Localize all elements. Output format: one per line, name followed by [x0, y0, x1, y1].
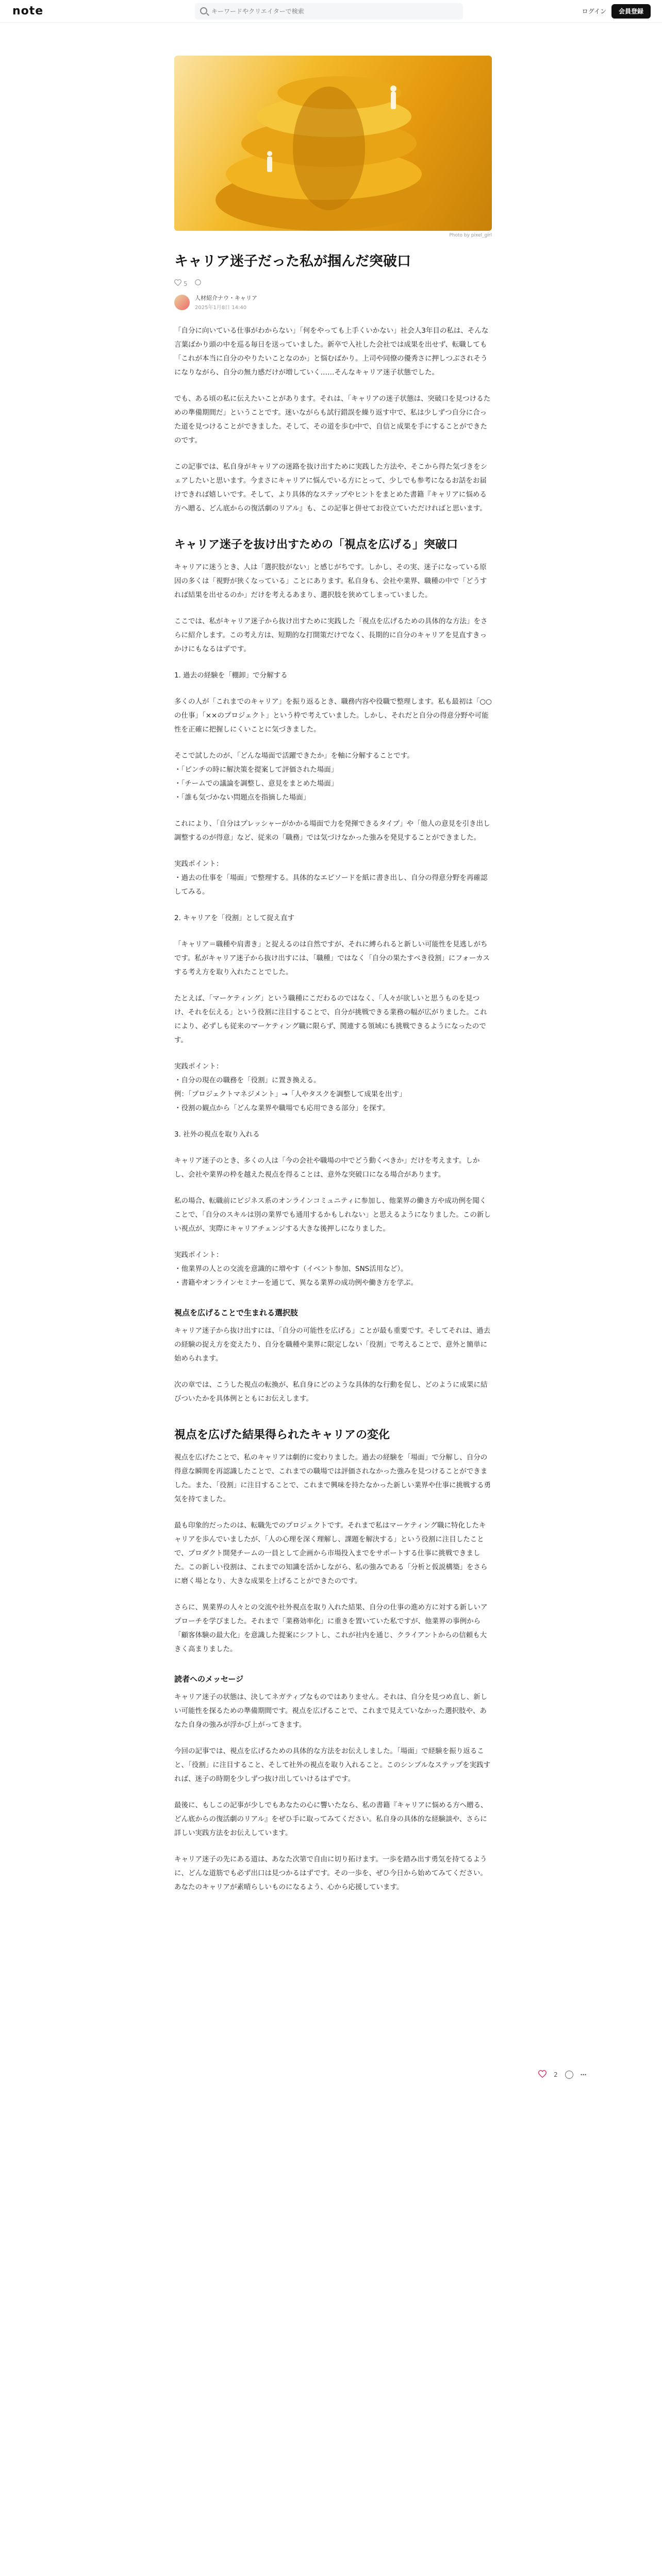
hero-image — [174, 56, 492, 231]
section-heading: 視点を広げた結果得られたキャリアの変化 — [174, 1429, 390, 1442]
comment-icon[interactable] — [194, 279, 202, 287]
paragraph: そこで試したのが、「どんな場面で活躍できたか」を軸に分解することです。 ・「ピンチの時に解決策を提案して評価された場面」 ・「チームでの議論を調整し、意見をまとめた場面」 ・「誰も気づかない問題点を指摘した場面」 — [174, 752, 414, 802]
paragraph: 今回の記事では、視点を広げるための具体的な方法をお伝えしました。「場面」で経験を振り返ること、「役割」に注目すること、そして社外の視点を取り入れること。このシンプルなステップを実践すれば、迷子の時期を少しずつ抜け出していけるはずです。 — [174, 1747, 491, 1784]
heart-icon — [174, 279, 181, 286]
meta-row — [174, 279, 492, 287]
heart-icon — [538, 2070, 547, 2078]
paragraph: キャリア迷子から抜け出すには、「自分の可能性を広げる」ことが最も重要です。そしてそれは、過去の経験の捉え方を変えたり、自分を職種や業界に限定しない「役割」で考えることで、意外と簡単に始められます。 — [174, 1327, 491, 1363]
paragraph: 実践ポイント： ・他業界の人との交流を意識的に増やす（イベント参加、SNS活用など）。 ・書籍やオンラインセミナーを通じて、異なる業界の成功例や働き方を学ぶ。 — [174, 1251, 418, 1287]
paragraph: 最後に、もしこの記事が少しでもあなたの心に響いたなら、私の書籍『キャリアに悩める方へ贈る、どん底からの復活劇のリアル』をぜひ手に取ってみてください。私自身の具体的な経験談や、さらに詳しい実践方法をお伝えしています。 — [174, 1801, 488, 1838]
author-name[interactable]: 人材紹介ナウ・キャリア — [195, 295, 257, 302]
paragraph: 1. 過去の経験を「棚卸」で分解する — [174, 671, 288, 680]
paragraph: キャリア迷子の状態は、決してネガティブなものではありません。それは、自分を見つめ直し、新しい可能性を探るための準備期間です。視点を広げることで、これまで見えていなかった選択肢や、あなた自身の強みが浮かび上がってきます。 — [174, 1693, 488, 1730]
like-button[interactable] — [174, 279, 187, 287]
paragraph: 実践ポイント： ・過去の仕事を「場面」で整理する。具体的なエピソードを紙に書き出し、自分の得意分野を再確認してみる。 — [174, 860, 488, 896]
paragraph: キャリアに迷うとき、人は「選択肢がない」と感じがちです。しかし、その実、迷子になっている原因の多くは「視野が狭くなっている」ことにあります。私自身も、会社や業界、職種の中で「どうすれば結果を出せるのか」だけを考えるあまり、選択肢を狭めてしまっていました。 — [174, 563, 487, 600]
photo-credit: Photo by pixel_girl — [449, 233, 492, 238]
share-icon[interactable] — [565, 2071, 573, 2079]
side-reactions — [538, 2070, 587, 2079]
avatar[interactable] — [174, 295, 190, 310]
paragraph: 私の場合、転職前にビジネス系のオンラインコミュニティに参加し、他業界の働き方や成功例を聞くことで、「自分のスキルは別の業界でも通用するかもしれない」と思えるようになりました。この新しい視点が、実際にキャリアチェンジする大きな後押しになりました。 — [174, 1197, 491, 1233]
paragraph: 3. 社外の視点を取り入れる — [174, 1130, 260, 1139]
top-header — [0, 0, 662, 23]
section-heading: キャリア迷子を抜け出すための「視点を広げる」突破口 — [174, 538, 458, 552]
paragraph: 多くの人が「これまでのキャリア」を振り返るとき、職務内容や役職で整理します。私も最初は「○○の仕事」「××のプロジェクト」という枠で考えていました。しかし、それだと自分の得意分野や可能性を正確に把握しにくいことに気づきました。 — [174, 698, 492, 734]
side-like-count: 2 — [554, 2071, 558, 2078]
paragraph: 最も印象的だったのは、転職先でのプロジェクトです。それまで私はマーケティング職に特化したキャリアを歩んでいましたが、「人の心理を深く理解し、課題を解決する」という役割に注目したことで、プロダクト開発チームの一員として企画から市場投入までをサポートする仕事に挑戦できました。この新しい役割は、これまでの知識を活かしながら、私の強みである「分析と仮説構築」をさらに磨く場となり、大きな成果を上げることができたのです。 — [174, 1521, 488, 1586]
more-options-icon[interactable]: ⋯ — [580, 2071, 587, 2078]
login-button[interactable]: ログイン — [582, 8, 606, 15]
paragraph: 次の章では、こうした視点の転換が、私自身にどのような具体的な行動を促し、どのように成果に結びついたかを具体例とともにお伝えします。 — [174, 1381, 488, 1403]
paragraph: たとえば、「マーケティング」という職種にこだわるのではなく、「人々が欲しいと思うものを見つけ、それを伝える」という役割に注目することで、自分が挑戦できる業務の幅が広がりました。これにより、必ずしも従来のマーケティング職に限らず、関連する領域にも挑戦できるようになったのです。 — [174, 994, 487, 1045]
like-count: 5 — [183, 280, 188, 287]
paragraph: キャリア迷子の先にある道は、あなた次第で自由に切り拓けます。一歩を踏み出す勇気を持てるように、どんな道筋でも必ず出口は見つかるはずです。その一歩を、ぜひ今日から始めてみてください。あなたのキャリアが素晴らしいものになるよう、心から応援しています。 — [174, 1855, 487, 1892]
section-heading: 視点を広げることで生まれる選択肢 — [174, 1308, 299, 1318]
paragraph: さらに、異業界の人々との交流や社外視点を取り入れた結果、自分の仕事の進め方に対する新しいアプローチを学びました。それまで「業務効率化」に重きを置いていた私ですが、他業界の事例から「顧客体験の最大化」を意識した提案にシフトし、これが社内を通じ、クライアントからの信頼も大きく高まりました。 — [174, 1603, 488, 1654]
post-date: 2025年1月8日 14:40 — [195, 305, 247, 311]
paragraph: キャリア迷子のとき、多くの人は「今の会社や職場の中でどう動くべきか」だけを考えます。しかし、会社や業界の枠を越えた視点を得ることは、意外な突破口になる場合があります。 — [174, 1157, 480, 1179]
article-column — [174, 56, 492, 1907]
note-logo[interactable]: note — [12, 5, 44, 18]
author-block[interactable] — [174, 294, 492, 311]
signup-button[interactable]: 会員登録 — [611, 4, 651, 19]
article-body — [174, 324, 492, 1894]
paragraph: でも、ある頃の私に伝えたいことがあります。それは、「キャリアの迷子状態は、突破口を見つけるための準備期間だ」ということです。迷いながらも試行錯誤を繰り返す中で、私は少しずつ自分に合った道を見つけることができました。そして、その道を歩む中で、自信と成果を手にすることができたのです。 — [174, 395, 491, 445]
spiral-staircase-illustration — [174, 56, 492, 231]
search-icon — [200, 7, 207, 14]
paragraph: 「キャリア＝職種や肩書き」と捉えるのは自然ですが、それに縛られると新しい可能性を見逃しがちです。私がキャリア迷子から抜け出すには、「職種」ではなく「自分の果たすべき役割」にフォーカスする考え方を取り入れたことでした。 — [174, 940, 490, 977]
paragraph: 「自分に向いている仕事がわからない」「何をやっても上手くいかない」社会人3年目の私は、そんな言葉ばかり頭の中を巡る毎日を送っていました。新卒で入社した会社では成果を出せず、転職しても「これが本当に自分のやりたいことなのか」と悩むばかり。上司や同僚の優秀さに押しつぶされそうになりながら、自分の無力感だけが増していく……そんなキャリア迷子状態でした。 — [174, 327, 489, 377]
side-like-button[interactable] — [538, 2070, 547, 2079]
section-heading: 読者へのメッセージ — [174, 1674, 244, 1684]
paragraph: ここでは、私がキャリア迷子から抜け出すために実践した「視点を広げるための具体的な方法」をさらに紹介します。この考え方は、短期的な打開策だけでなく、長期的に自分のキャリアを見直すきっかけにもなるはずです。 — [174, 617, 488, 654]
paragraph: この記事では、私自身がキャリアの迷路を抜け出すために実践した方法や、そこから得た気づきをシェアしたいと思います。今まさにキャリアに悩んでいる方にとって、少しでも参考になるお話をお届けできれば嬉しいです。そして、より具体的なステップやヒントをまとめた書籍『キャリアに悩める方へ贈る、どん底からの復活劇のリアル』も、この記事と併せてお役立ていただければと思います。 — [174, 463, 488, 513]
search-box[interactable] — [195, 3, 463, 20]
paragraph: 2. キャリアを「役割」として捉え直す — [174, 914, 295, 923]
search-input[interactable] — [211, 3, 454, 20]
paragraph: 実践ポイント： ・自分の現在の職務を「役割」に置き換える。 例：「プロジェクトマネジメント」→「人やタスクを調整して成果を出す」 ・役割の観点から「どんな業界や職場でも応用できる部分」を探す。 — [174, 1062, 406, 1113]
article-title: キャリア迷子だった私が掴んだ突破口 — [174, 253, 411, 269]
paragraph: 視点を広げたことで、私のキャリアは劇的に変わりました。過去の経験を「場面」で分解し、自分の得意な瞬間を再認識したことで、これまでの職場では評価されなかった強みを見つけることができました。また、「役割」に注目することで、これまで興味を持たなかった新しい業界や仕事に挑戦する勇気を持てました。 — [174, 1453, 491, 1504]
paragraph: これにより、「自分はプレッシャーがかかる場面で力を発揮できるタイプ」や「他人の意見を引き出し調整するのが得意」など、従来の「職務」では気づけなかった強みを発見することができました。 — [174, 820, 490, 842]
